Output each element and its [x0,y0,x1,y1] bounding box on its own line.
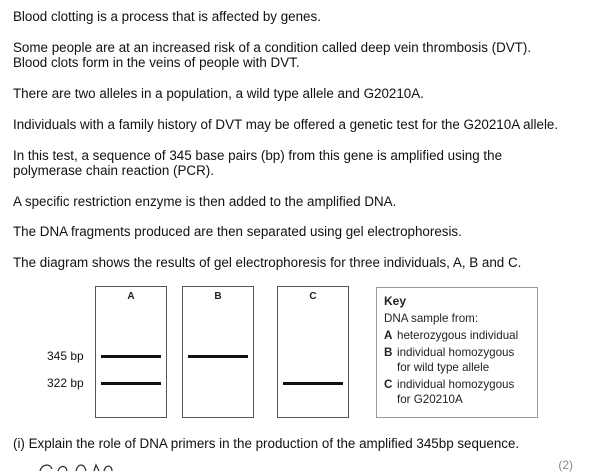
diagram-key [376,287,538,418]
pcr-paragraph-line-2: polymerase chain reaction (PCR). [13,163,214,178]
lane-label-a: A [127,291,135,302]
band-label-322: 322 bp [47,376,84,390]
band-label-345: 345 bp [47,349,84,363]
key-letter: C [384,378,393,391]
band-322 [101,382,161,385]
key-text: individual homozygous for G20210A [397,378,515,406]
lane-label-b: B [214,291,222,302]
band-345 [101,355,161,358]
diagram-description-paragraph: The diagram shows the results of gel electrophoresis for three individuals, A, B and C. [13,255,522,270]
key-entry-b [384,345,531,375]
key-letter: B [384,346,393,359]
gel-lane-c [277,286,349,418]
alleles-paragraph: There are two alleles in a population, a wild type allele and G20210A. [13,86,424,101]
genetic-test-paragraph: Individuals with a family history of DVT may be offered a genetic test for the G20210A allele. [13,117,559,132]
question-text: (i) Explain the role of DNA primers in the production of the amplified 345bp sequence. [13,436,520,451]
key-title: Key [384,294,407,308]
dvt-paragraph-line-1: Some people are at an increased risk of a condition called deep vein thrombosis (DVT). [13,40,532,55]
key-letter: A [384,329,393,342]
marks-label: (2) [558,458,573,472]
key-text: heterozygous individual [397,329,519,342]
key-entry-c [384,377,531,407]
key-entry-a [384,328,531,343]
intro-paragraph: Blood clotting is a process that is affected by genes. [13,9,321,24]
band-345 [188,355,248,358]
key-text: individual homozygous for wild type allele [397,346,515,374]
handwriting-scribble [36,461,126,472]
key-intro: DNA sample from: [384,312,479,325]
pcr-paragraph-line-1: In this test, a sequence of 345 base pairs (bp) from this gene is amplified using the [13,148,503,163]
gel-lane-b [182,286,254,418]
band-322 [283,382,343,385]
electrophoresis-paragraph: The DNA fragments produced are then separated using gel electrophoresis. [13,224,462,239]
dvt-paragraph-line-2: Blood clots form in the veins of people with DVT. [13,55,300,70]
gel-lane-a [95,286,167,418]
restriction-enzyme-paragraph: A specific restriction enzyme is then added to the amplified DNA. [13,194,397,209]
lane-label-c: C [309,291,317,302]
